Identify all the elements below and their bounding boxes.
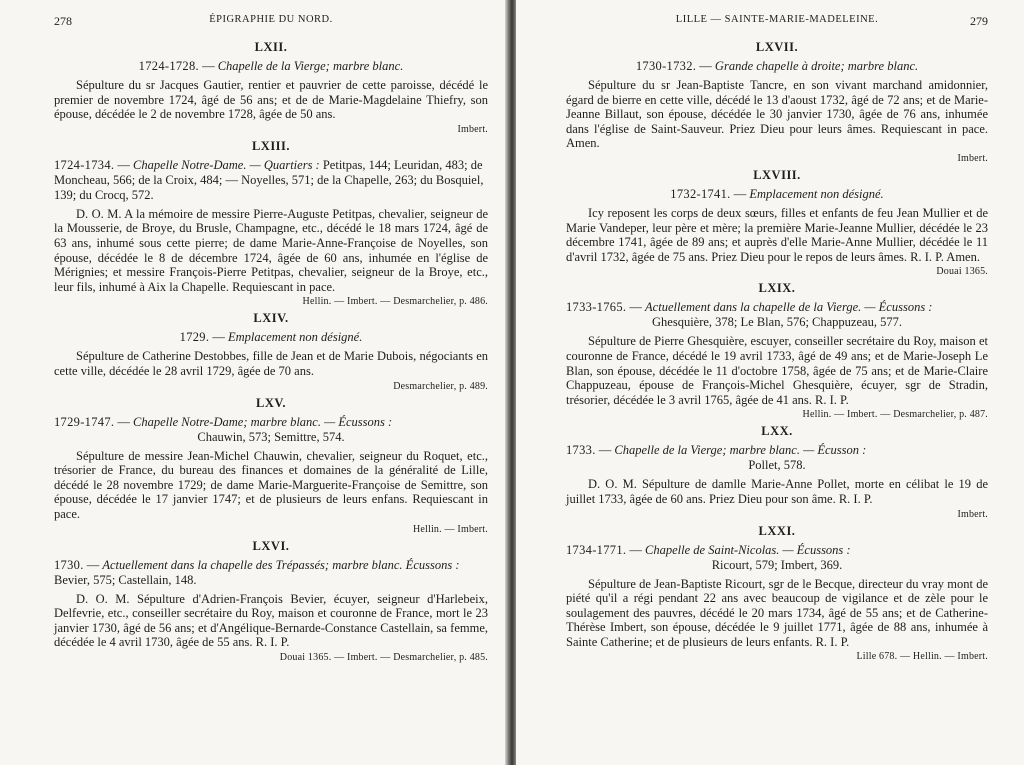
entry-number: LXVI. — [252, 538, 290, 553]
entry-number: LXVII. — [755, 40, 799, 54]
inscription-entry — [54, 40, 488, 135]
entry-date: 1730-1732. — [635, 59, 697, 73]
entry-location: Chapelle Notre-Dame; marbre blanc. — Écussons : — [133, 414, 393, 429]
entry-escutcheons: Chauwin, 573; Semittre, 574. — [197, 429, 345, 444]
entry-text: Sépulture de Pierre Ghesquière, escuyer, conseiller secrétaire du Roy, maison et couronne de France, décédé le 19 avril 1733, âgé de 49 ans; et de Marie-Joseph Le Blan, son épouse, décédée le 11 d'octobre 1758, âgée de 75 ans; et de Marie-Claire Chappuzeau, épouse de François-Michel Ghesquière, écuyer, sgr de Stradin, trésorier, décédée le 3 avril 1765, âgée de 41 ans. R. I. P. — [566, 334, 988, 407]
entry-text: D. O. M. Sépulture d'Adrien-François Bevier, écuyer, seigneur d'Harlebeix, Delfevrie, etc., conseiller secrétaire du Roy, maison et couronne de France, mort le 23 janvier 1730, âgé de 56 ans; et d'Angélique-Bernarde-Constance Castellain, sa femme, décédée le 4 avril 1730, âgée de 55 ans. R. I. P. — [54, 591, 488, 650]
entry-location: Actuellement dans la chapelle de la Vierge. — Écussons : — [645, 300, 933, 315]
entry-number: LXV. — [256, 395, 286, 410]
entry-heading: 1724-1734. — Chapelle Notre-Dame. — Quartiers : Petitpas, 144; Leuridan, 483; de Moncheau, 566; de la Croix, 484; — Noyelles, 571; de la Chapelle, 263; du Bosquiel, 139; du Crocq, 572. — [54, 157, 484, 202]
entry-escutcheons: Ghesquière, 378; Le Blan, 576; Chappuzeau, 577. — [652, 315, 902, 330]
entry-location: Chapelle de Saint-Nicolas. — Écussons : — [645, 542, 851, 557]
right-page — [516, 0, 1024, 765]
inscription-entry — [566, 524, 988, 663]
entry-date: 1730. — [54, 557, 84, 572]
entry-source: Hellin. — Imbert. — Desmarchelier, p. 486. — [302, 296, 488, 308]
entry-escutcheons: Pollet, 578. — [748, 458, 806, 473]
entry-text: Sépulture du sr Jacques Gautier, rentier et pauvrier de cette paroisse, décédé le premier de novembre 1724, âgé de 56 ans; et de de Marie-Magdelaine Thiefry, son épouse, décédée le 2 de novembre 1728, âgée de 50 ans. — [54, 78, 488, 122]
entry-number: LXIII. — [251, 138, 291, 153]
entry-source: Hellin. — Imbert. — Desmarchelier, p. 487. — [802, 409, 988, 421]
running-head — [54, 14, 488, 32]
entry-number: LXII. — [254, 40, 288, 54]
entry-escutcheons: Bevier, 575; Castellain, 148. — [54, 572, 197, 587]
entry-text: Icy reposent les corps de deux sœurs, filles et enfants de feu Jean Mullier et de Marie Vandeper, leur père et mère; la première Marie-Jeanne Mullier, décédée le 23 décembre 1741, âgée de 89 ans; et auprès d'elle Marie-Anne Mullier, décédée le 11 d'avril 1732, âgée de 75 ans. Priez Dieu pour le repos de leurs âmes. R. I. P. Amen. — [566, 205, 988, 264]
entry-location: Chapelle Notre-Dame. — Quartiers : — [133, 157, 320, 172]
entry-text: Sépulture du sr Jean-Baptiste Tancre, en son vivant marchand amidonnier, égard de bierre en cette ville, décédé le 13 d'aoust 1732, âgé de 72 ans; et de Marie-Jeanne Billaut, son épouse, décédée le 30 janvier 1730, âgée de 76 ans, inhumée dans l'église de Saint-Sauveur. Priez Dieu pour leurs âmes. Requiescant in pace. Amen. — [566, 78, 988, 151]
inscription-entry — [566, 281, 988, 420]
inscription-entry — [54, 539, 488, 663]
entry-heading: 1724-1728. — Chapelle de la Vierge; marbre blanc. — [138, 59, 404, 73]
entry-text: D. O. M. A la mémoire de messire Pierre-Auguste Petitpas, chevalier, seigneur de la Mousserie, de Broye, du Brusle, Champagne, etc., décédé le 18 mars 1724, âgé de 63 ans, inhumé sous cette pierre; de dame Marie-Anne-Françoise de Noyelles, son épouse, décédée le 8 de décembre 1724, âgée de 60 ans, inhumée en l'église de Mérignies; et messire François-Pierre Petitpas, chevalier, seigneur de la Broye, etc., leur fils, inhumé à Aix la Chapelle. Requiescant in pace. — [54, 206, 488, 294]
running-head-title: LILLE — SAINTE-MARIE-MADELEINE. — [675, 14, 879, 25]
entry-number: LXX. — [761, 424, 793, 439]
inscription-entry — [54, 311, 488, 391]
entry-heading: 1730-1732. — Grande chapelle à droite; marbre blanc. — [635, 59, 919, 73]
running-head-title: ÉPIGRAPHIE DU NORD. — [209, 14, 333, 25]
entry-text: Sépulture de messire Jean-Michel Chauwin, chevalier, seigneur du Roquet, etc., trésorier de France, du bureau des finances et domaines de la généralité de Lille, décédé le 28 novembre 1729; de dame Marie-Marguerite-Françoise de Semittre, son épouse, décédée le 17 janvier 1747; et de plusieurs de leurs enfans. Requiescant in pace. — [54, 448, 488, 521]
entry-source: Hellin. — Imbert. — [412, 523, 488, 535]
entry-source: Lille 678. — Hellin. — Imbert. — [856, 651, 988, 663]
entry-heading: 1733-1765. — Actuellement dans la chapelle de la Vierge. — Écussons : Ghesquière, 378; Le Blan, 576; Chappuzeau, 577. — [566, 300, 988, 330]
entry-location: Chapelle de la Vierge; marbre blanc. — Écusson : — [614, 443, 867, 458]
entry-number: LXIV. — [253, 311, 289, 326]
entry-date: 1729-1747. — [54, 414, 115, 429]
entry-heading: 1734-1771. — Chapelle de Saint-Nicolas. — Écussons : Ricourt, 579; Imbert, 369. — [566, 543, 988, 573]
entry-heading: 1732-1741. — Emplacement non désigné. — [670, 186, 884, 201]
entry-location: Grande chapelle à droite; marbre blanc. — [714, 59, 919, 73]
entry-date: 1733. — [566, 443, 596, 458]
inscription-entry — [54, 139, 488, 308]
entry-date: 1732-1741. — [670, 186, 731, 201]
entry-number: LXIX. — [758, 281, 796, 296]
entry-date: 1734-1771. — [566, 542, 627, 557]
entry-source: Douai 1365. — Imbert. — Desmarchelier, p. 485. — [279, 651, 488, 663]
entry-escutcheons: Petitpas, 144; Leuridan, 483; de Moncheau, 566; de la Croix, 484; — Noyelles, 571; de la Chapelle, 263; du Bosquiel, 139; du Crocq, 572. — [54, 157, 484, 202]
entry-heading: 1733. — Chapelle de la Vierge; marbre blanc. — Écusson : Pollet, 578. — [566, 443, 988, 473]
entry-source: Imbert. — [957, 508, 988, 520]
running-head — [566, 14, 988, 32]
entry-location: Emplacement non désigné. — [228, 330, 363, 345]
entry-location: Emplacement non désigné. — [749, 186, 884, 201]
page-number: 278 — [54, 14, 72, 28]
entry-location: Actuellement dans la chapelle des Trépassés; marbre blanc. Écussons : — [102, 557, 460, 572]
entry-number: LXVIII. — [753, 167, 801, 182]
entry-date: 1724-1728. — [138, 59, 199, 73]
entry-source: Imbert. — [957, 152, 988, 164]
inscription-entry — [566, 424, 988, 519]
entry-date: 1729. — [179, 330, 210, 345]
inscription-entry — [566, 40, 988, 164]
left-page — [0, 0, 508, 765]
entry-text: D. O. M. Sépulture de damlle Marie-Anne Pollet, morte en célibat le 19 de juillet 1733, âgée de 60 ans. Priez Dieu pour son âme. R. I. P. — [566, 477, 988, 506]
entry-text: Sépulture de Catherine Destobbes, fille de Jean et de Marie Dubois, négociants en cette ville, décédée le 28 avril 1729, âgée de 70 ans. — [54, 349, 488, 378]
entry-heading: 1729-1747. — Chapelle Notre-Dame; marbre blanc. — Écussons : Chauwin, 573; Semittre, 574. — [54, 415, 488, 445]
entry-text: Sépulture de Jean-Baptiste Ricourt, sgr de le Becque, directeur du vray mont de piété qu'il a régi pendant 22 ans avec beaucoup de vigilance et de zèle pour le soulagement des pauvres, décédé le 20 mars 1734, âgé de 55 ans; et de Catherine-Thérèse Imbert, son épouse, décédée le 9 juillet 1771, âgée de 88 ans, inhumée à Sainte Catherine; et de plusieurs de leurs enfants. R. I. P. — [566, 576, 988, 649]
entry-heading: 1730. — Actuellement dans la chapelle des Trépassés; marbre blanc. Écussons : Bevier, 575; Castellain, 148. — [54, 557, 460, 587]
entry-escutcheons: Ricourt, 579; Imbert, 369. — [711, 557, 843, 572]
inscription-entry — [54, 396, 488, 535]
entry-number: LXXI. — [758, 523, 796, 538]
page-number: 279 — [970, 14, 988, 28]
entry-date: 1733-1765. — [566, 300, 627, 315]
entry-source: Imbert. — [457, 123, 488, 135]
entry-date: 1724-1734. — [54, 157, 115, 172]
entry-location: Chapelle de la Vierge; marbre blanc. — [217, 59, 404, 73]
entry-heading: 1729. — Emplacement non désigné. — [179, 330, 363, 345]
inscription-entry — [566, 168, 988, 277]
entry-source: Desmarchelier, p. 489. — [393, 380, 488, 392]
entry-source: Douai 1365. — [936, 266, 988, 278]
